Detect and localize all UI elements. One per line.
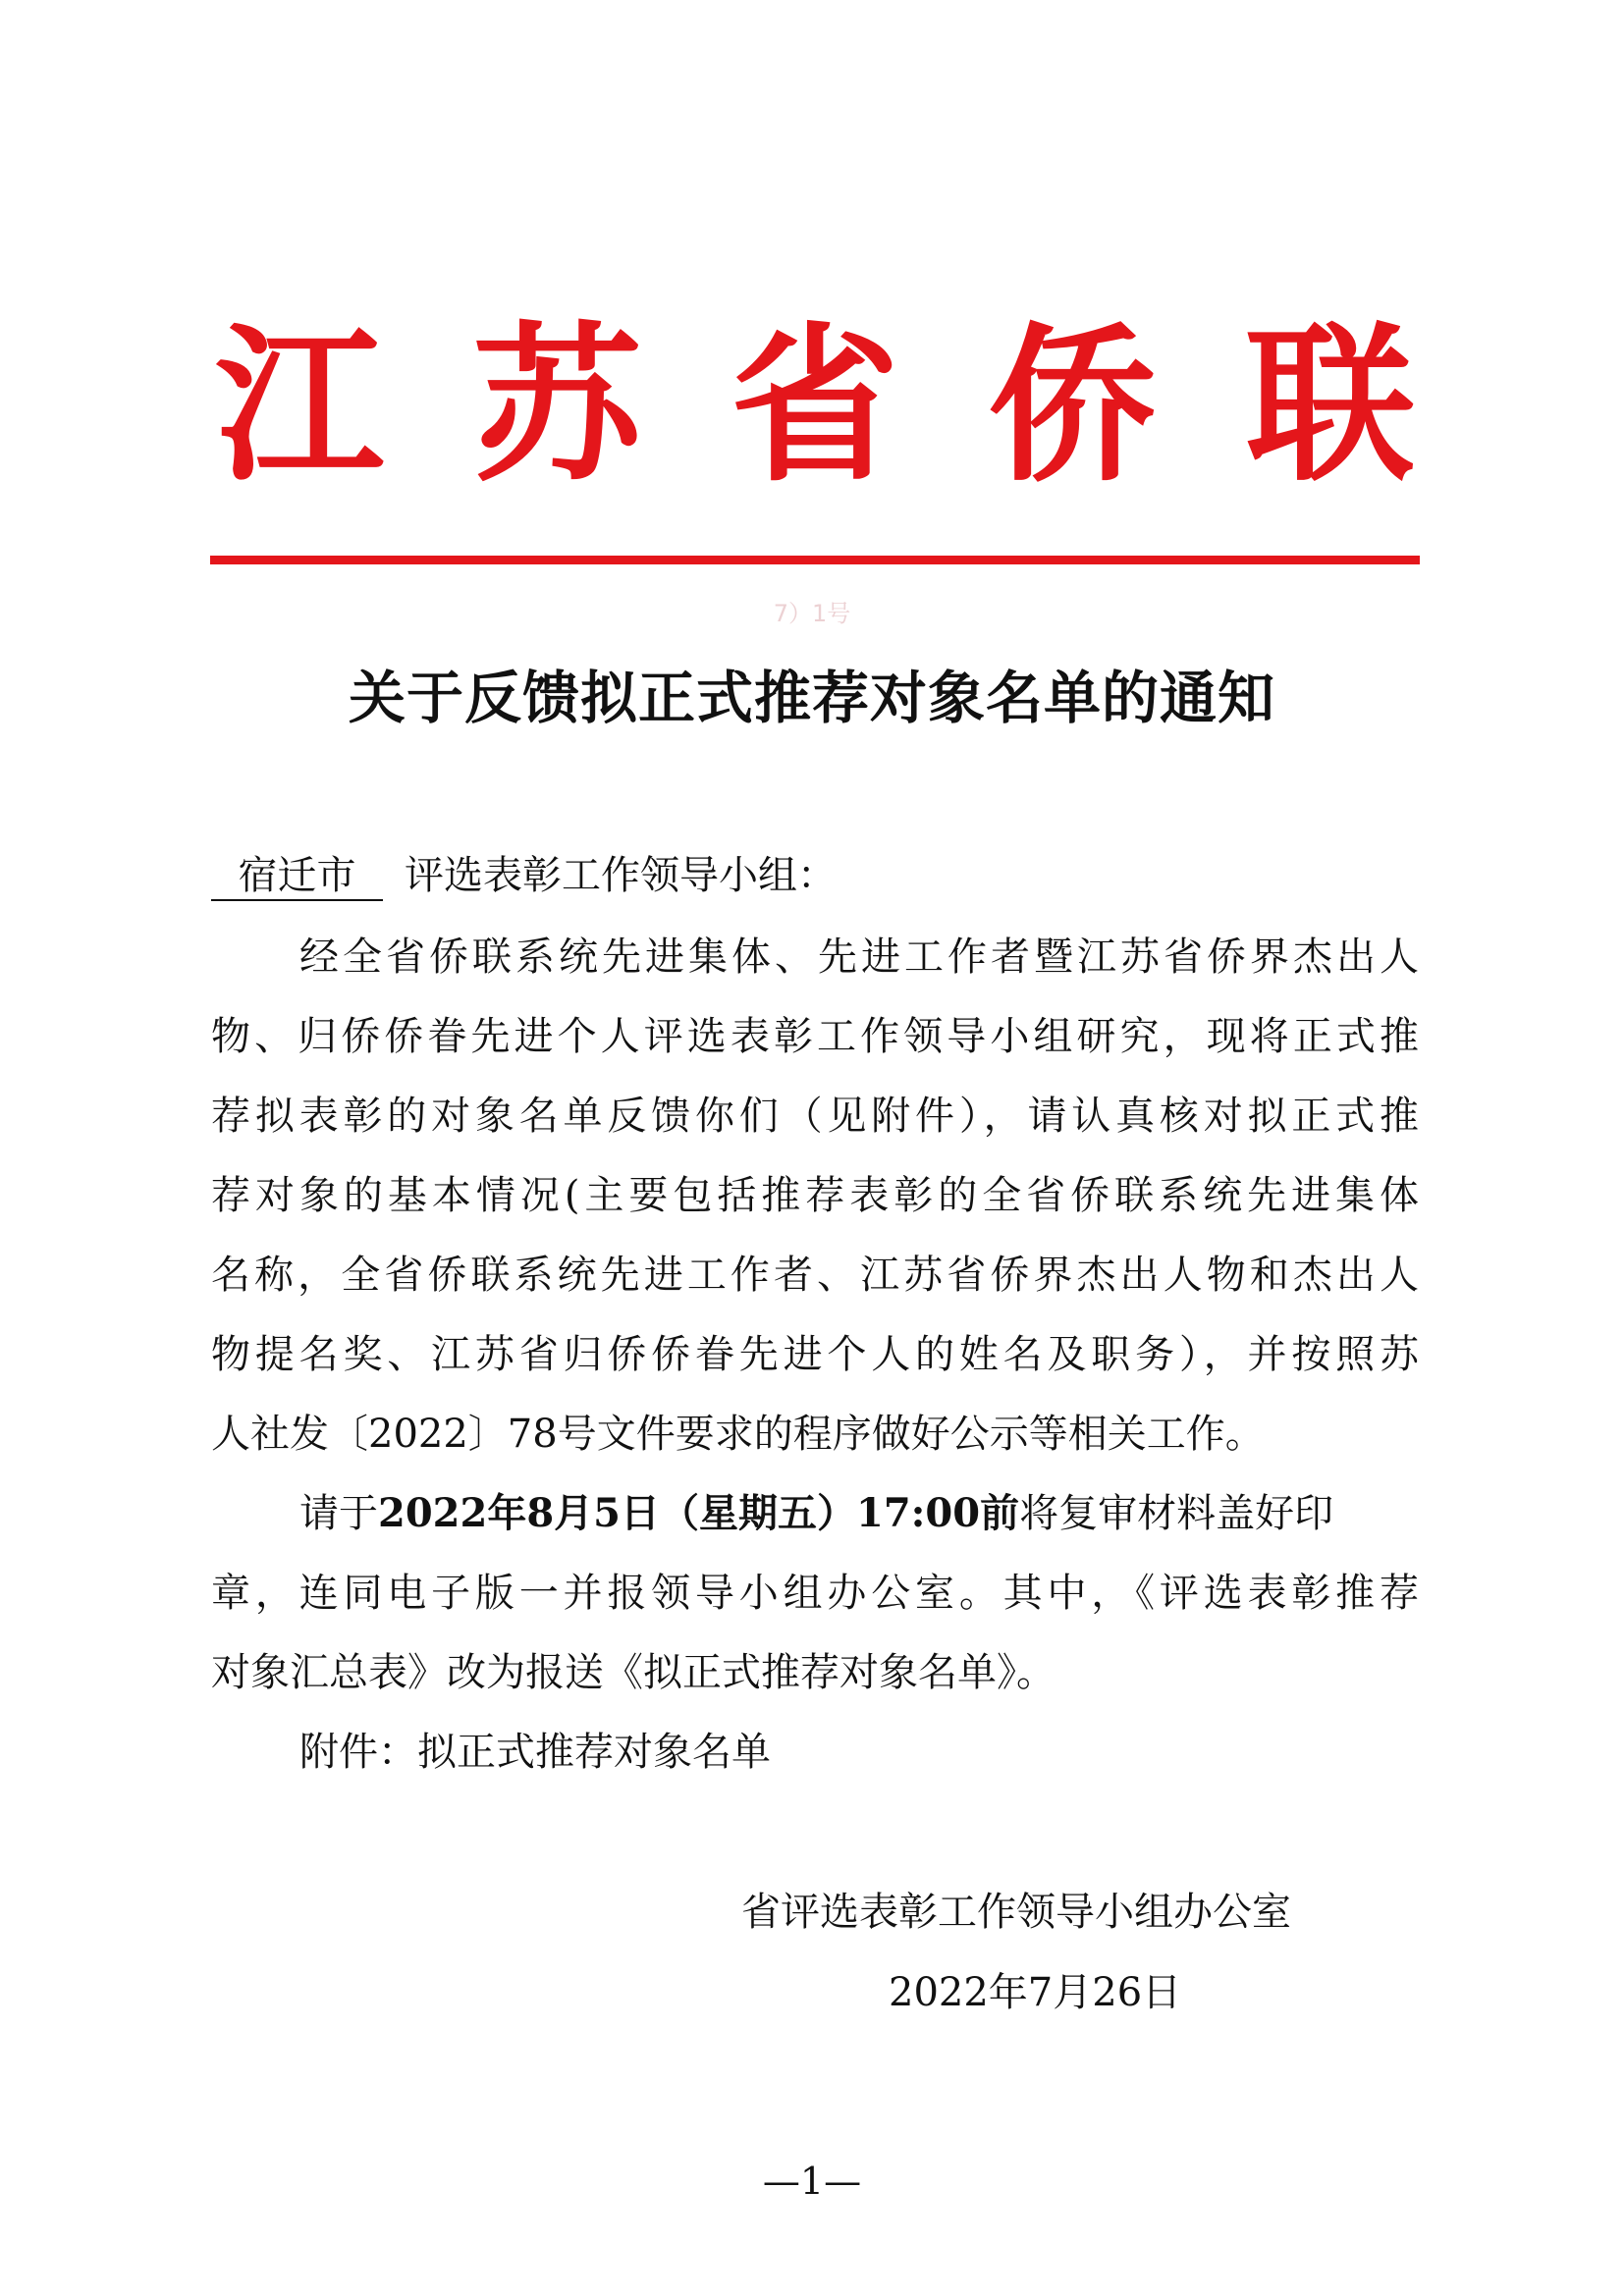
signature-date: 2022年7月26日 [889, 1970, 1182, 2015]
letterhead-red-rule [210, 556, 1420, 564]
addressee-city: 宿迁市 [211, 856, 383, 901]
document-title: 关于反馈拟正式推荐对象名单的通知 [348, 665, 1275, 731]
body-line: 荐对象的基本情况(主要包括推荐表彰的全省侨联系统先进集体 [211, 1173, 1419, 1218]
letterhead-char: 侨 [988, 305, 1158, 505]
body-line: 名称，全省侨联系统先进工作者、江苏省侨界杰出人物和杰出人 [211, 1253, 1419, 1298]
document-number: 7）1号 [773, 600, 851, 627]
letterhead-org-name [211, 305, 1419, 505]
letterhead-char: 苏 [472, 305, 642, 505]
body-line: 物提名奖、江苏省归侨侨眷先进个人的姓名及职务），并按照苏 [211, 1332, 1419, 1377]
page-number: —1— [762, 2160, 862, 2203]
deadline-rest: 将复审材料盖好印 [1019, 1491, 1334, 1536]
deadline-line [299, 1490, 1419, 1536]
body-line: 对象汇总表》改为报送《拟正式推荐对象名单》。 [211, 1650, 1056, 1695]
body-line: 经全省侨联系统先进集体、先进工作者暨江苏省侨界杰出人 [299, 934, 1419, 980]
body-line: 荐拟表彰的对象名单反馈你们（见附件），请认真核对拟正式推 [211, 1094, 1419, 1139]
deadline-prefix: 请于 [299, 1491, 378, 1536]
letterhead-char: 联 [1246, 305, 1415, 505]
body-line: 人社发〔2022〕78号文件要求的程序做好公示等相关工作。 [211, 1412, 1265, 1457]
letterhead-char: 江 [215, 305, 384, 505]
signature-office: 省评选表彰工作领导小组办公室 [741, 1890, 1291, 1935]
attachment-line: 附件：拟正式推荐对象名单 [299, 1730, 771, 1775]
letterhead-char: 省 [731, 305, 899, 505]
addressee-line [211, 853, 1419, 901]
body-line: 章，连同电子版一并报领导小组办公室。其中，《评选表彰推荐 [211, 1571, 1419, 1616]
body-line: 物、归侨侨眷先进个人评选表彰工作领导小组研究，现将正式推 [211, 1014, 1419, 1059]
deadline-date: 2022年8月5日（星期五）17:00前 [378, 1490, 1020, 1536]
addressee-recipient: 评选表彰工作领导小组： [405, 853, 837, 898]
